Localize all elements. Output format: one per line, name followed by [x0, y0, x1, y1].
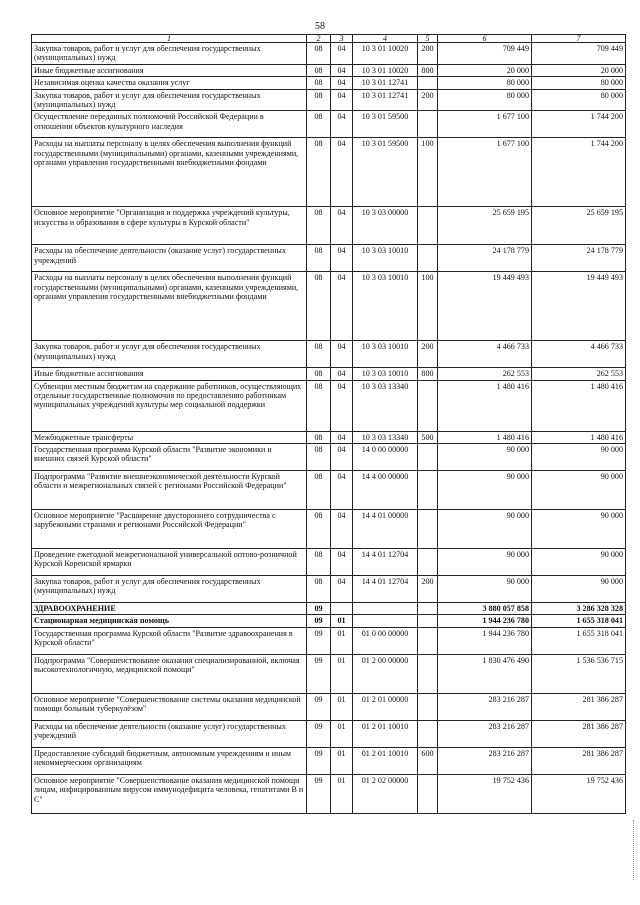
- cell-amount-year2: 90 000: [532, 471, 626, 510]
- cell-name: Расходы на обеспечение деятельности (оказание услуг) государственных учреждений: [32, 245, 307, 272]
- cell-name: Расходы на обеспечение деятельности (оказание услуг) государственных учреждений: [32, 720, 307, 747]
- cell-section: 09: [307, 627, 331, 654]
- cell-section: 08: [307, 368, 331, 380]
- header-col-1: 1: [32, 35, 307, 43]
- cell-section: 08: [307, 138, 331, 207]
- cell-target-article: 10 3 01 10020: [353, 64, 418, 76]
- cell-amount-year1: 1 830 476 490: [438, 654, 532, 693]
- cell-amount-year1: 1 480 416: [438, 431, 532, 443]
- cell-amount-year2: 19 752 436: [532, 774, 626, 813]
- cell-subsection: 04: [331, 111, 353, 138]
- cell-amount-year2: 281 386 287: [532, 747, 626, 774]
- table-row: [32, 603, 626, 615]
- cell-target-article: 14 4 00 00000: [353, 471, 418, 510]
- cell-amount-year2: 90 000: [532, 510, 626, 549]
- cell-name: Основное мероприятие "Организация и поддержка учреждений культуры, искусства и образования в сфере культуры в Курской области": [32, 207, 307, 245]
- cell-subsection: 04: [331, 549, 353, 576]
- cell-amount-year1: 19 752 436: [438, 774, 532, 813]
- cell-subsection: 04: [331, 471, 353, 510]
- cell-subsection: 04: [331, 207, 353, 245]
- cell-expense-type: [418, 654, 438, 693]
- table-row: [32, 627, 626, 654]
- header-col-3: 3: [331, 35, 353, 43]
- cell-expense-type: 200: [418, 576, 438, 603]
- cell-name: Подпрограмма "Совершенствование оказания специализированной, включая высокотехнологичную, медицинской помощи": [32, 654, 307, 693]
- cell-expense-type: [418, 207, 438, 245]
- cell-section: 09: [307, 615, 331, 627]
- table-row: [32, 774, 626, 813]
- cell-section: 08: [307, 245, 331, 272]
- cell-section: 09: [307, 654, 331, 693]
- table-row: [32, 368, 626, 380]
- cell-subsection: 04: [331, 576, 353, 603]
- cell-amount-year2: 1 744 200: [532, 138, 626, 207]
- cell-amount-year1: 1 677 100: [438, 138, 532, 207]
- cell-expense-type: [418, 693, 438, 720]
- cell-subsection: 01: [331, 627, 353, 654]
- table-row: [32, 510, 626, 549]
- cell-amount-year1: 90 000: [438, 471, 532, 510]
- cell-subsection: 04: [331, 510, 353, 549]
- cell-section: 08: [307, 471, 331, 510]
- cell-amount-year1: 90 000: [438, 576, 532, 603]
- cell-amount-year2: 3 286 328 328: [532, 603, 626, 615]
- cell-subsection: 01: [331, 654, 353, 693]
- cell-name: Проведение ежегодной межрегиональной универсальной оптово-розничной Курской Коренской ярмарки: [32, 549, 307, 576]
- cell-section: 08: [307, 207, 331, 245]
- cell-amount-year1: 3 880 057 858: [438, 603, 532, 615]
- cell-section: 08: [307, 431, 331, 443]
- cell-expense-type: [418, 603, 438, 615]
- cell-target-article: 10 3 01 12741: [353, 89, 418, 111]
- cell-name: Закупка товаров, работ и услуг для обеспечения государственных (муниципальных) нужд: [32, 341, 307, 368]
- cell-name: Подпрограмма "Развитие внешнеэкономической деятельности Курской области и межрегиональных связей с регионами Российской Федерации": [32, 471, 307, 510]
- cell-section: 08: [307, 510, 331, 549]
- cell-target-article: 14 4 01 12704: [353, 576, 418, 603]
- cell-target-article: 10 3 03 10010: [353, 272, 418, 341]
- header-col-5: 5: [418, 35, 438, 43]
- cell-target-article: 10 3 03 10010: [353, 341, 418, 368]
- cell-amount-year2: 1 480 416: [532, 431, 626, 443]
- cell-target-article: 01 2 00 00000: [353, 654, 418, 693]
- cell-amount-year2: 90 000: [532, 576, 626, 603]
- cell-amount-year2: 1 536 536 715: [532, 654, 626, 693]
- cell-amount-year2: 1 744 200: [532, 111, 626, 138]
- cell-target-article: 01 2 01 00000: [353, 693, 418, 720]
- cell-amount-year1: 262 553: [438, 368, 532, 380]
- cell-amount-year2: 25 659 195: [532, 207, 626, 245]
- cell-target-article: 14 4 01 12704: [353, 549, 418, 576]
- table-row: [32, 720, 626, 747]
- cell-name: Расходы на выплаты персоналу в целях обеспечения выполнения функций государственными (муниципальными) органами, казенными учреждениями, органами управления государственными внебюджетными фондами: [32, 138, 307, 207]
- cell-section: 09: [307, 720, 331, 747]
- cell-amount-year1: 80 000: [438, 77, 532, 89]
- cell-section: 08: [307, 380, 331, 431]
- cell-subsection: 04: [331, 245, 353, 272]
- cell-target-article: [353, 603, 418, 615]
- cell-subsection: 04: [331, 380, 353, 431]
- cell-name: ЗДРАВООХРАНЕНИЕ: [32, 603, 307, 615]
- cell-expense-type: 500: [418, 431, 438, 443]
- table-row: [32, 380, 626, 431]
- cell-amount-year1: 1 944 236 780: [438, 615, 532, 627]
- cell-section: 08: [307, 43, 331, 65]
- table-row: [32, 471, 626, 510]
- table-row: [32, 272, 626, 341]
- cell-amount-year1: 1 480 416: [438, 380, 532, 431]
- cell-name: Закупка товаров, работ и услуг для обеспечения государственных (муниципальных) нужд: [32, 576, 307, 603]
- cell-amount-year2: 90 000: [532, 444, 626, 471]
- cell-section: 08: [307, 64, 331, 76]
- cell-amount-year2: 19 449 493: [532, 272, 626, 341]
- table-row: [32, 341, 626, 368]
- cell-subsection: 04: [331, 77, 353, 89]
- cell-amount-year2: 262 553: [532, 368, 626, 380]
- cell-amount-year1: 20 000: [438, 64, 532, 76]
- cell-expense-type: 100: [418, 138, 438, 207]
- cell-amount-year2: 80 000: [532, 77, 626, 89]
- cell-name: Основное мероприятие "Совершенствование оказания медицинской помощи лицам, инфицированным вирусом иммунодефицита человека, гепатитами В и С": [32, 774, 307, 813]
- cell-target-article: 01 2 02 00000: [353, 774, 418, 813]
- table-row: [32, 43, 626, 65]
- cell-expense-type: [418, 720, 438, 747]
- cell-name: Иные бюджетные ассигнования: [32, 64, 307, 76]
- cell-expense-type: [418, 510, 438, 549]
- table-row: [32, 138, 626, 207]
- cell-name: Закупка товаров, работ и услуг для обеспечения государственных (муниципальных) нужд: [32, 89, 307, 111]
- cell-expense-type: 800: [418, 368, 438, 380]
- cell-subsection: 01: [331, 693, 353, 720]
- cell-target-article: 10 3 03 10010: [353, 368, 418, 380]
- cell-amount-year1: 283 216 287: [438, 693, 532, 720]
- table-row: [32, 576, 626, 603]
- cell-section: 08: [307, 89, 331, 111]
- cell-subsection: 01: [331, 747, 353, 774]
- cell-target-article: 10 3 03 13340: [353, 431, 418, 443]
- cell-amount-year2: 4 466 733: [532, 341, 626, 368]
- header-col-6: 6: [438, 35, 532, 43]
- cell-amount-year2: 1 655 318 041: [532, 615, 626, 627]
- cell-expense-type: 800: [418, 64, 438, 76]
- cell-subsection: 01: [331, 774, 353, 813]
- cell-name: Осуществление переданных полномочий Российской Федерации в отношении объектов культурного наследия: [32, 111, 307, 138]
- cell-amount-year1: 283 216 287: [438, 720, 532, 747]
- cell-subsection: 04: [331, 89, 353, 111]
- cell-amount-year2: 24 178 779: [532, 245, 626, 272]
- cell-name: Стационарная медицинская помощь: [32, 615, 307, 627]
- cell-target-article: 14 0 00 00000: [353, 444, 418, 471]
- cell-section: 08: [307, 444, 331, 471]
- cell-amount-year2: 90 000: [532, 549, 626, 576]
- cell-name: Основное мероприятие "Совершенствование системы оказания медицинской помощи больным туберкулёзом": [32, 693, 307, 720]
- page-number: 58: [315, 21, 325, 32]
- cell-target-article: 01 2 01 10010: [353, 720, 418, 747]
- cell-section: 08: [307, 111, 331, 138]
- table-row: [32, 693, 626, 720]
- cell-amount-year1: 1 677 100: [438, 111, 532, 138]
- cell-subsection: 04: [331, 431, 353, 443]
- header-col-7: 7: [532, 35, 626, 43]
- cell-amount-year1: 4 466 733: [438, 341, 532, 368]
- cell-section: 09: [307, 603, 331, 615]
- header-col-4: 4: [353, 35, 418, 43]
- table-row: [32, 77, 626, 89]
- cell-target-article: 01 0 00 00000: [353, 627, 418, 654]
- cell-amount-year1: 283 216 287: [438, 747, 532, 774]
- cell-expense-type: [418, 627, 438, 654]
- cell-amount-year1: 90 000: [438, 549, 532, 576]
- cell-target-article: 01 2 01 10010: [353, 747, 418, 774]
- cell-expense-type: 600: [418, 747, 438, 774]
- table-row: [32, 431, 626, 443]
- table-row: [32, 245, 626, 272]
- cell-expense-type: [418, 471, 438, 510]
- table-row: [32, 654, 626, 693]
- cell-subsection: 04: [331, 64, 353, 76]
- cell-subsection: 04: [331, 368, 353, 380]
- cell-target-article: 10 3 03 10010: [353, 245, 418, 272]
- cell-target-article: 10 3 01 10020: [353, 43, 418, 65]
- cell-target-article: 10 3 03 00000: [353, 207, 418, 245]
- cell-expense-type: [418, 549, 438, 576]
- cell-subsection: 04: [331, 341, 353, 368]
- cell-amount-year1: 80 000: [438, 89, 532, 111]
- table-row: [32, 444, 626, 471]
- table-row: [32, 207, 626, 245]
- cell-name: Расходы на выплаты персоналу в целях обеспечения выполнения функций государственными (муниципальными) органами, казенными учреждениями, органами управления государственными внебюджетными фондами: [32, 272, 307, 341]
- cell-section: 08: [307, 549, 331, 576]
- cell-section: 09: [307, 747, 331, 774]
- table-row: [32, 89, 626, 111]
- cell-name: Независимая оценка качества оказания услуг: [32, 77, 307, 89]
- table-header-row: [32, 35, 626, 43]
- cell-section: 08: [307, 77, 331, 89]
- cell-amount-year1: 90 000: [438, 510, 532, 549]
- cell-amount-year2: 281 386 287: [532, 693, 626, 720]
- cell-name: Государственная программа Курской области "Развитие экономики и внешних связей Курской области": [32, 444, 307, 471]
- cell-amount-year1: 1 944 236 780: [438, 627, 532, 654]
- cell-name: Закупка товаров, работ и услуг для обеспечения государственных (муниципальных) нужд: [32, 43, 307, 65]
- cell-amount-year2: 281 386 287: [532, 720, 626, 747]
- cell-amount-year2: 80 000: [532, 89, 626, 111]
- cell-amount-year1: 709 449: [438, 43, 532, 65]
- cell-name: Основное мероприятие "Расширение двустороннего сотрудничества с зарубежными странами и регионами Российской Федерации": [32, 510, 307, 549]
- table-row: [32, 111, 626, 138]
- scan-edge-mark: [633, 820, 636, 880]
- cell-expense-type: 200: [418, 89, 438, 111]
- table-row: [32, 64, 626, 76]
- cell-amount-year1: 25 659 195: [438, 207, 532, 245]
- cell-name: Межбюджетные трансферты: [32, 431, 307, 443]
- cell-amount-year2: 1 480 416: [532, 380, 626, 431]
- cell-expense-type: 200: [418, 43, 438, 65]
- table-row: [32, 747, 626, 774]
- cell-amount-year2: 1 655 318 041: [532, 627, 626, 654]
- cell-expense-type: 200: [418, 341, 438, 368]
- cell-target-article: 10 3 01 12741: [353, 77, 418, 89]
- cell-amount-year2: 709 449: [532, 43, 626, 65]
- cell-subsection: 04: [331, 272, 353, 341]
- cell-subsection: 04: [331, 444, 353, 471]
- cell-section: 08: [307, 272, 331, 341]
- cell-expense-type: [418, 77, 438, 89]
- table-body: [32, 43, 626, 814]
- cell-expense-type: [418, 615, 438, 627]
- cell-target-article: 10 3 01 59500: [353, 111, 418, 138]
- cell-subsection: 01: [331, 720, 353, 747]
- cell-section: 08: [307, 341, 331, 368]
- table-row: [32, 549, 626, 576]
- cell-subsection: 04: [331, 138, 353, 207]
- cell-amount-year2: 20 000: [532, 64, 626, 76]
- cell-name: Иные бюджетные ассигнования: [32, 368, 307, 380]
- table-row: [32, 615, 626, 627]
- cell-expense-type: 100: [418, 272, 438, 341]
- cell-subsection: [331, 603, 353, 615]
- cell-section: 08: [307, 576, 331, 603]
- cell-target-article: 10 3 03 13340: [353, 380, 418, 431]
- cell-subsection: 01: [331, 615, 353, 627]
- cell-amount-year1: 90 000: [438, 444, 532, 471]
- header-col-2: 2: [307, 35, 331, 43]
- cell-expense-type: [418, 111, 438, 138]
- cell-name: Государственная программа Курской области "Развитие здравоохранения в Курской области": [32, 627, 307, 654]
- cell-target-article: 14 4 01 00000: [353, 510, 418, 549]
- cell-expense-type: [418, 380, 438, 431]
- cell-name: Субвенции местным бюджетам на содержание работников, осуществляющих отдельные государственные полномочия по предоставлению работникам муниципальных учреждений культуры мер социальной поддержки: [32, 380, 307, 431]
- cell-amount-year1: 24 178 779: [438, 245, 532, 272]
- cell-expense-type: [418, 774, 438, 813]
- cell-target-article: 10 3 01 59500: [353, 138, 418, 207]
- cell-subsection: 04: [331, 43, 353, 65]
- cell-name: Предоставление субсидий бюджетным, автономным учреждениям и иным некоммерческим организациям: [32, 747, 307, 774]
- cell-target-article: [353, 615, 418, 627]
- cell-section: 09: [307, 693, 331, 720]
- cell-section: 09: [307, 774, 331, 813]
- cell-expense-type: [418, 245, 438, 272]
- cell-amount-year1: 19 449 493: [438, 272, 532, 341]
- budget-table: [31, 34, 626, 814]
- cell-expense-type: [418, 444, 438, 471]
